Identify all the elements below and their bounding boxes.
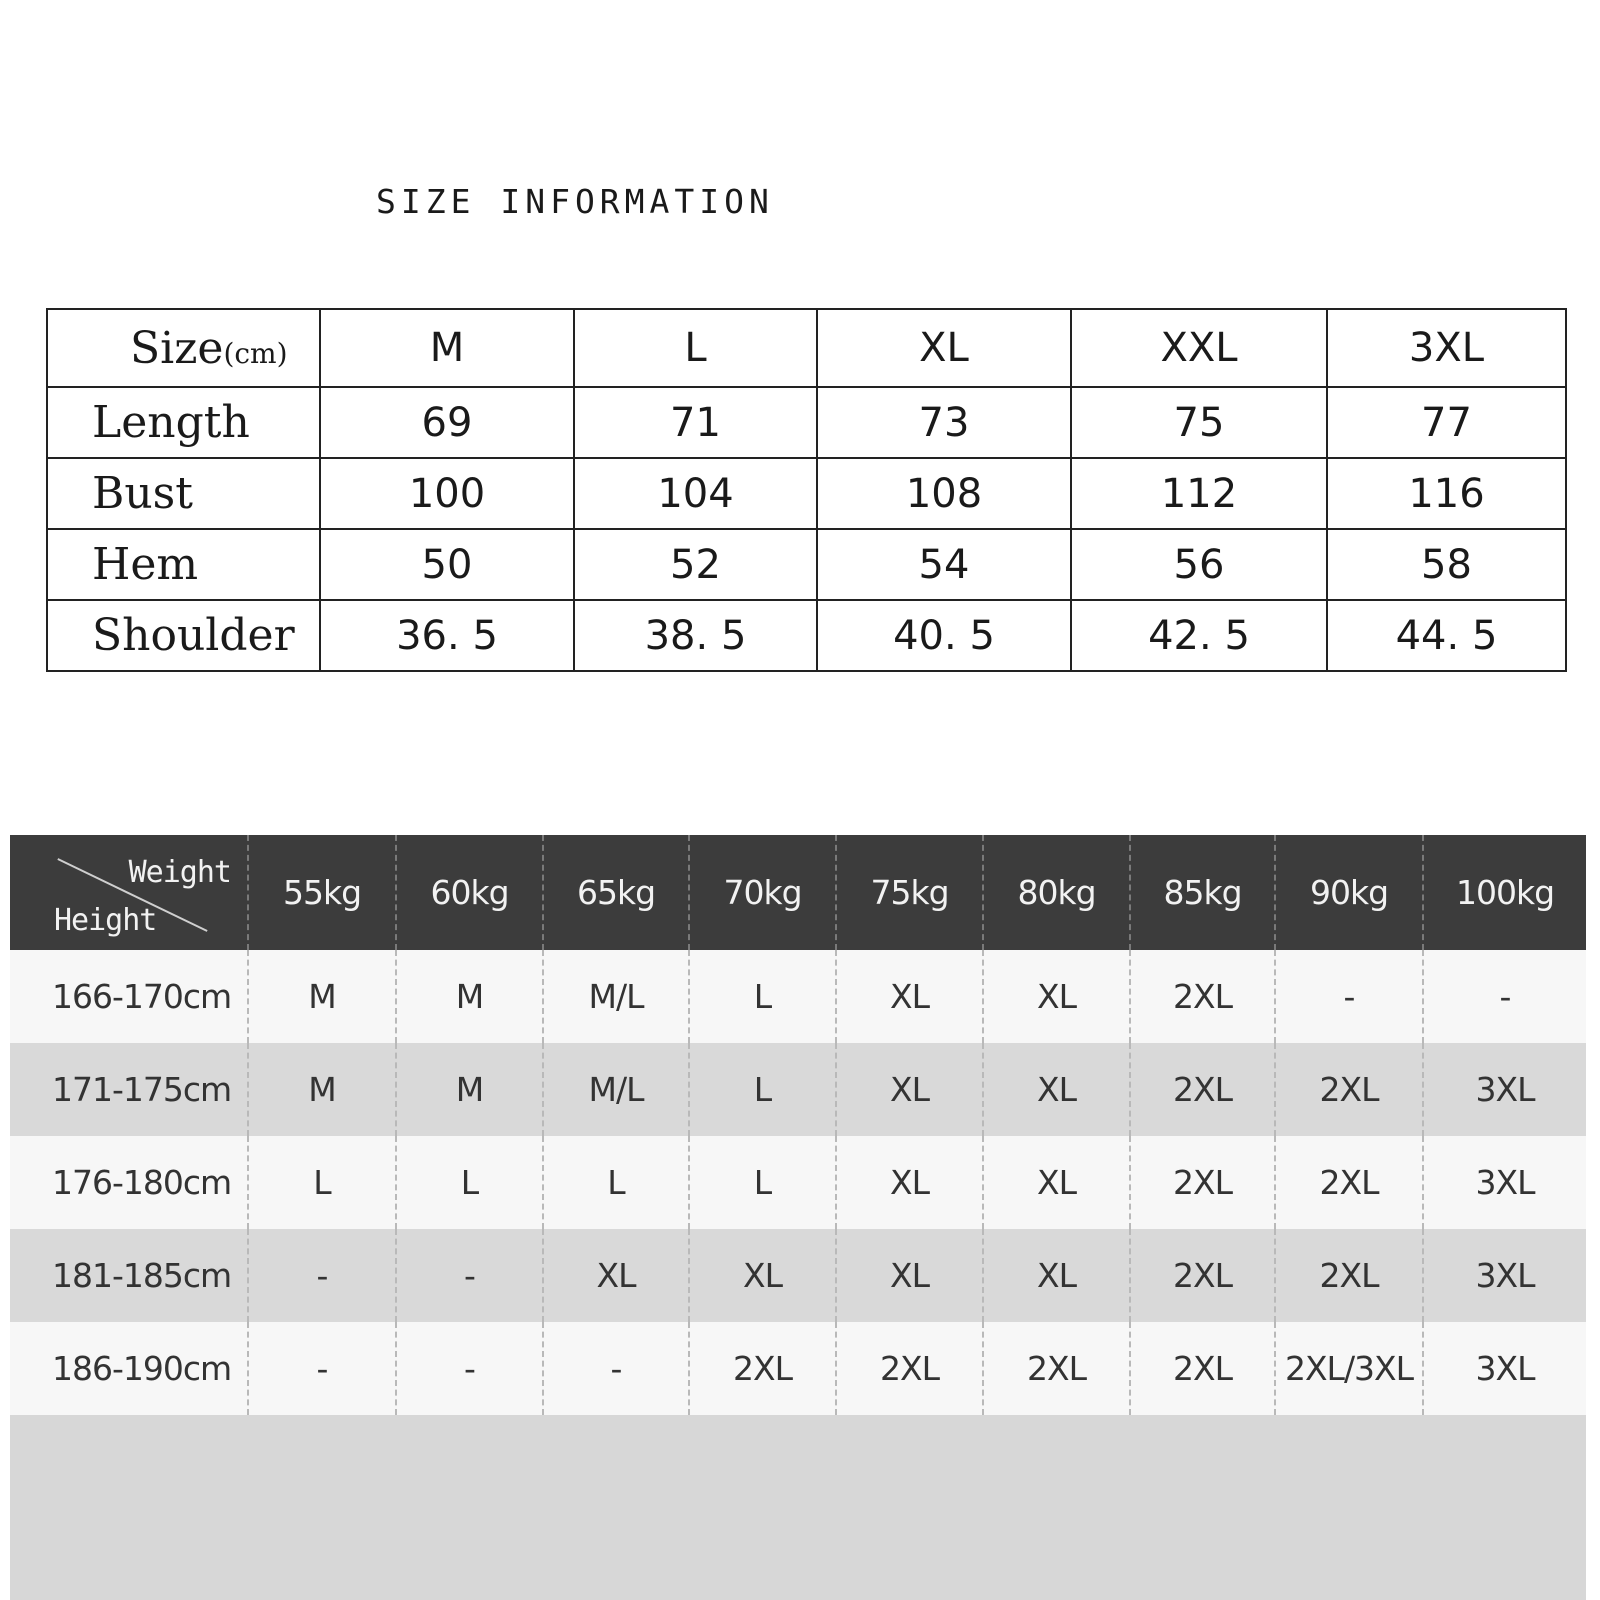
measure-value: 116 [1327,458,1566,529]
height-row [10,950,1586,1043]
size-header-cell: 3XL [1327,309,1566,387]
weight-header-cell: 80kg [983,835,1130,950]
size-cell: XL [836,950,983,1043]
size-header-cell: XL [817,309,1071,387]
size-cell: M [396,1043,543,1136]
size-cell: XL [689,1229,836,1322]
measure-value: 50 [320,529,574,600]
size-cell: XL [983,1229,1130,1322]
measure-label: Shoulder [47,600,320,671]
size-cell: M/L [543,950,689,1043]
weight-header-cell: 55kg [248,835,396,950]
size-corner-label: Size [130,322,224,374]
measure-label: Bust [47,458,320,529]
height-row [10,1136,1586,1229]
weight-header-cell: 100kg [1423,835,1586,950]
measure-value: 69 [320,387,574,458]
size-cell: 3XL [1423,1229,1586,1322]
corner-cell [10,835,248,950]
size-cell: L [396,1136,543,1229]
height-row [10,1322,1586,1415]
size-cell: - [1423,950,1586,1043]
measure-value: 54 [817,529,1071,600]
weight-header-cell: 75kg [836,835,983,950]
size-cell: 2XL [983,1322,1130,1415]
size-row-shoulder [47,600,1566,671]
measure-value: 73 [817,387,1071,458]
weight-header-cell: 60kg [396,835,543,950]
size-row-hem [47,529,1566,600]
measure-value: 44. 5 [1327,600,1566,671]
size-cell: XL [983,1043,1130,1136]
height-label: 176-180cm [10,1136,248,1229]
measure-value: 58 [1327,529,1566,600]
size-cell: M [248,1043,396,1136]
size-cell: 2XL [1130,950,1275,1043]
size-cell: 3XL [1423,1043,1586,1136]
height-label: 166-170cm [10,950,248,1043]
measure-value: 42. 5 [1071,600,1327,671]
height-row [10,1043,1586,1136]
size-cell: L [689,1136,836,1229]
size-cell: XL [836,1229,983,1322]
size-row-length [47,387,1566,458]
measure-value: 100 [320,458,574,529]
size-cell: 2XL [1130,1229,1275,1322]
size-header-cell: XXL [1071,309,1327,387]
weight-header-cell: 85kg [1130,835,1275,950]
size-cell: M [248,950,396,1043]
measure-value: 38. 5 [574,600,817,671]
measure-label: Length [47,387,320,458]
size-cell: - [396,1322,543,1415]
size-header-cell: M [320,309,574,387]
height-label: 171-175cm [10,1043,248,1136]
measure-value: 112 [1071,458,1327,529]
size-cell: 2XL [689,1322,836,1415]
height-weight-guide [10,835,1586,1600]
measure-value: 56 [1071,529,1327,600]
height-label: 181-185cm [10,1229,248,1322]
size-row-bust [47,458,1566,529]
size-cell: 2XL/3XL [1275,1322,1423,1415]
size-cell: M [396,950,543,1043]
size-cell: - [543,1322,689,1415]
size-cell: 2XL [1275,1043,1423,1136]
measure-value: 75 [1071,387,1327,458]
size-cell: L [689,1043,836,1136]
size-information-table [46,308,1567,672]
size-cell: - [1275,950,1423,1043]
weight-axis-label: Weight [128,855,231,890]
size-unit-label: (cm) [223,336,288,370]
size-cell: 3XL [1423,1136,1586,1229]
size-cell: XL [836,1043,983,1136]
size-cell: L [543,1136,689,1229]
size-cell: - [396,1229,543,1322]
size-cell: 2XL [1130,1136,1275,1229]
size-cell: XL [983,1136,1130,1229]
measure-value: 108 [817,458,1071,529]
measure-label: Hem [47,529,320,600]
weight-header-cell: 65kg [543,835,689,950]
measure-value: 104 [574,458,817,529]
size-header-row [47,309,1566,387]
measure-value: 36. 5 [320,600,574,671]
weight-header-row [10,835,1586,950]
measure-value: 52 [574,529,817,600]
size-cell: 2XL [836,1322,983,1415]
page-title: SIZE INFORMATION [376,182,774,221]
size-cell: XL [836,1136,983,1229]
measure-value: 77 [1327,387,1566,458]
size-cell: 2XL [1275,1229,1423,1322]
size-cell: XL [983,950,1130,1043]
size-cell: M/L [543,1043,689,1136]
size-cell: 3XL [1423,1322,1586,1415]
weight-header-cell: 70kg [689,835,836,950]
size-cell: L [689,950,836,1043]
height-row [10,1229,1586,1322]
weight-header-cell: 90kg [1275,835,1423,950]
height-axis-label: Height [54,903,157,938]
size-cell: 2XL [1275,1136,1423,1229]
size-cell: XL [543,1229,689,1322]
height-weight-table [10,835,1586,1415]
size-cell: L [248,1136,396,1229]
size-header-cell: L [574,309,817,387]
height-label: 186-190cm [10,1322,248,1415]
size-corner-cell [47,309,320,387]
measure-value: 40. 5 [817,600,1071,671]
size-cell: 2XL [1130,1322,1275,1415]
size-cell: 2XL [1130,1043,1275,1136]
size-cell: - [248,1229,396,1322]
size-cell: - [248,1322,396,1415]
measure-value: 71 [574,387,817,458]
